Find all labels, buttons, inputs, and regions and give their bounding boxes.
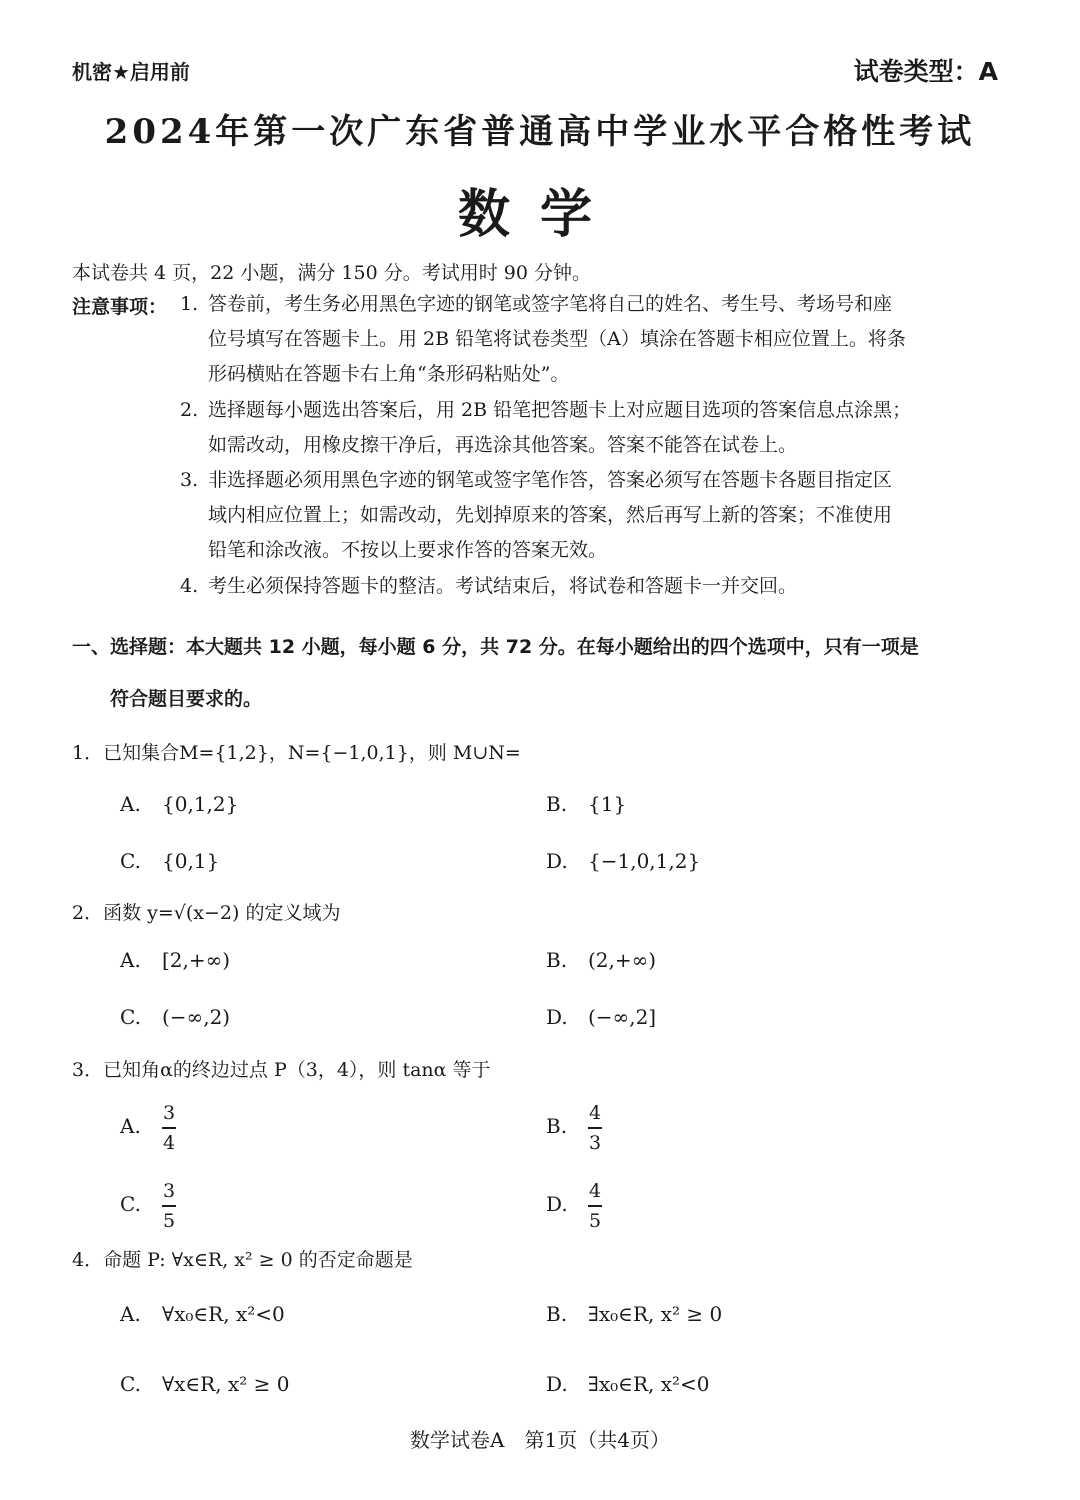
option-label: C. <box>120 1372 141 1396</box>
paper-type-label: 试卷类型：A <box>853 57 998 86</box>
option-label: B. <box>546 948 568 972</box>
note-line: 位号填写在答题卡上。用 2B 铅笔将试卷类型（A）填涂在答题卡相应位置上。将条 <box>208 328 906 350</box>
subject-title: 数学 <box>457 185 622 245</box>
option-text: (−∞,2] <box>588 1005 657 1029</box>
q1-option-a <box>120 792 238 816</box>
note-line: 铅笔和涂改液。不按以上要求作答的答案无效。 <box>208 539 608 561</box>
q4-option-b <box>546 1302 722 1326</box>
fraction-numerator: 4 <box>588 1180 602 1202</box>
note-1 <box>180 287 906 392</box>
option-label: B. <box>546 1302 568 1326</box>
option-label: B. <box>546 792 568 816</box>
note-number: 1. <box>180 293 199 315</box>
question-3-stem: 3．已知角α的终边过点 P（3，4），则 tanα 等于 <box>72 1059 491 1081</box>
fraction <box>588 1102 602 1154</box>
q1-option-c <box>120 849 219 873</box>
option-text: {−1,0,1,2} <box>588 849 701 873</box>
q2-option-d <box>546 1005 656 1029</box>
section-heading: 一、选择题：本大题共 12 小题，每小题 6 分，共 72 分。在每小题给出的四个选项中，只有一项是 <box>72 636 919 658</box>
option-text: (2,+∞) <box>588 948 657 972</box>
fraction-numerator: 3 <box>162 1102 176 1124</box>
q4-option-c <box>120 1372 289 1396</box>
option-label: C. <box>120 1005 141 1029</box>
q2-option-b <box>546 948 656 972</box>
exam-intro: 本试卷共 4 页，22 小题，满分 150 分。考试用时 90 分钟。 <box>72 262 591 284</box>
q3-option-b <box>546 1102 602 1154</box>
option-label: D. <box>546 1192 568 1217</box>
confidential-label: 机密★启用前 <box>72 60 190 84</box>
note-number: 3. <box>180 469 199 491</box>
q3-option-a <box>120 1102 176 1154</box>
section-heading-cont: 符合题目要求的。 <box>110 688 263 710</box>
note-line: 答卷前，考生务必用黑色字迹的钢笔或签字笔将自己的姓名、考生号、考场号和座 <box>208 293 893 315</box>
note-line: 考生必须保持答题卡的整洁。考试结束后，将试卷和答题卡一并交回。 <box>208 575 798 597</box>
note-line: 选择题每小题选出答案后，用 2B 铅笔把答题卡上对应题目选项的答案信息点涂黑； <box>208 399 912 421</box>
note-3 <box>180 463 892 568</box>
exam-title: 2024年第一次广东省普通高中学业水平合格性考试 <box>104 112 976 152</box>
option-label: C. <box>120 849 141 873</box>
note-4 <box>180 569 797 604</box>
notes-heading: 注意事项： <box>72 296 168 318</box>
option-label: A. <box>120 1302 141 1326</box>
option-label: D. <box>546 849 568 873</box>
note-number: 4. <box>180 575 199 597</box>
q2-option-a <box>120 948 230 972</box>
option-text: {1} <box>588 792 627 816</box>
option-label: B. <box>546 1114 568 1139</box>
option-text: ∀x∈R, x² ≥ 0 <box>162 1372 290 1396</box>
fraction <box>588 1180 602 1232</box>
fraction-numerator: 3 <box>162 1180 176 1202</box>
option-label: C. <box>120 1192 141 1217</box>
fraction-denominator: 3 <box>588 1131 602 1154</box>
fraction-denominator: 4 <box>162 1131 176 1154</box>
q1-option-b <box>546 792 626 816</box>
fraction-bar <box>588 1205 602 1207</box>
option-text: (−∞,2) <box>162 1005 231 1029</box>
q3-option-c <box>120 1180 176 1232</box>
note-2 <box>180 393 911 463</box>
option-label: A. <box>120 792 141 816</box>
question-2-stem: 2．函数 y=√(x−2) 的定义域为 <box>72 902 341 924</box>
fraction-bar <box>162 1127 176 1129</box>
option-text: ∀x₀∈R, x²<0 <box>162 1302 285 1326</box>
page-footer: 数学试卷A 第1页（共4页） <box>410 1428 670 1452</box>
option-text: [2,+∞) <box>162 948 231 972</box>
note-line: 形码横贴在答题卡右上角“条形码粘贴处”。 <box>208 363 570 385</box>
fraction <box>162 1180 176 1232</box>
note-line: 域内相应位置上；如需改动，先划掉原来的答案，然后再写上新的答案；不准使用 <box>208 504 893 526</box>
option-label: D. <box>546 1005 568 1029</box>
q4-option-d <box>546 1372 710 1396</box>
option-text: {0,1,2} <box>162 792 239 816</box>
fraction <box>162 1102 176 1154</box>
fraction-bar <box>162 1205 176 1207</box>
question-1-stem: 1．已知集合M={1,2}，N={−1,0,1}，则 M∪N= <box>72 742 521 764</box>
q3-option-d <box>546 1180 602 1232</box>
q1-option-d <box>546 849 700 873</box>
note-line: 非选择题必须用黑色字迹的钢笔或签字笔作答，答案必须写在答题卡各题目指定区 <box>208 469 893 491</box>
option-text: ∃x₀∈R, x² ≥ 0 <box>588 1302 723 1326</box>
fraction-numerator: 4 <box>588 1102 602 1124</box>
question-4-stem: 4．命题 P: ∀x∈R, x² ≥ 0 的否定命题是 <box>72 1249 413 1271</box>
note-number: 2. <box>180 399 199 421</box>
fraction-denominator: 5 <box>588 1209 602 1232</box>
option-label: A. <box>120 948 141 972</box>
fraction-bar <box>588 1127 602 1129</box>
q2-option-c <box>120 1005 230 1029</box>
option-label: D. <box>546 1372 568 1396</box>
option-text: {0,1} <box>162 849 220 873</box>
fraction-denominator: 5 <box>162 1209 176 1232</box>
option-text: ∃x₀∈R, x²<0 <box>588 1372 710 1396</box>
q4-option-a <box>120 1302 285 1326</box>
note-line: 如需改动，用橡皮擦干净后，再选涂其他答案。答案不能答在试卷上。 <box>208 434 798 456</box>
option-label: A. <box>120 1114 141 1139</box>
